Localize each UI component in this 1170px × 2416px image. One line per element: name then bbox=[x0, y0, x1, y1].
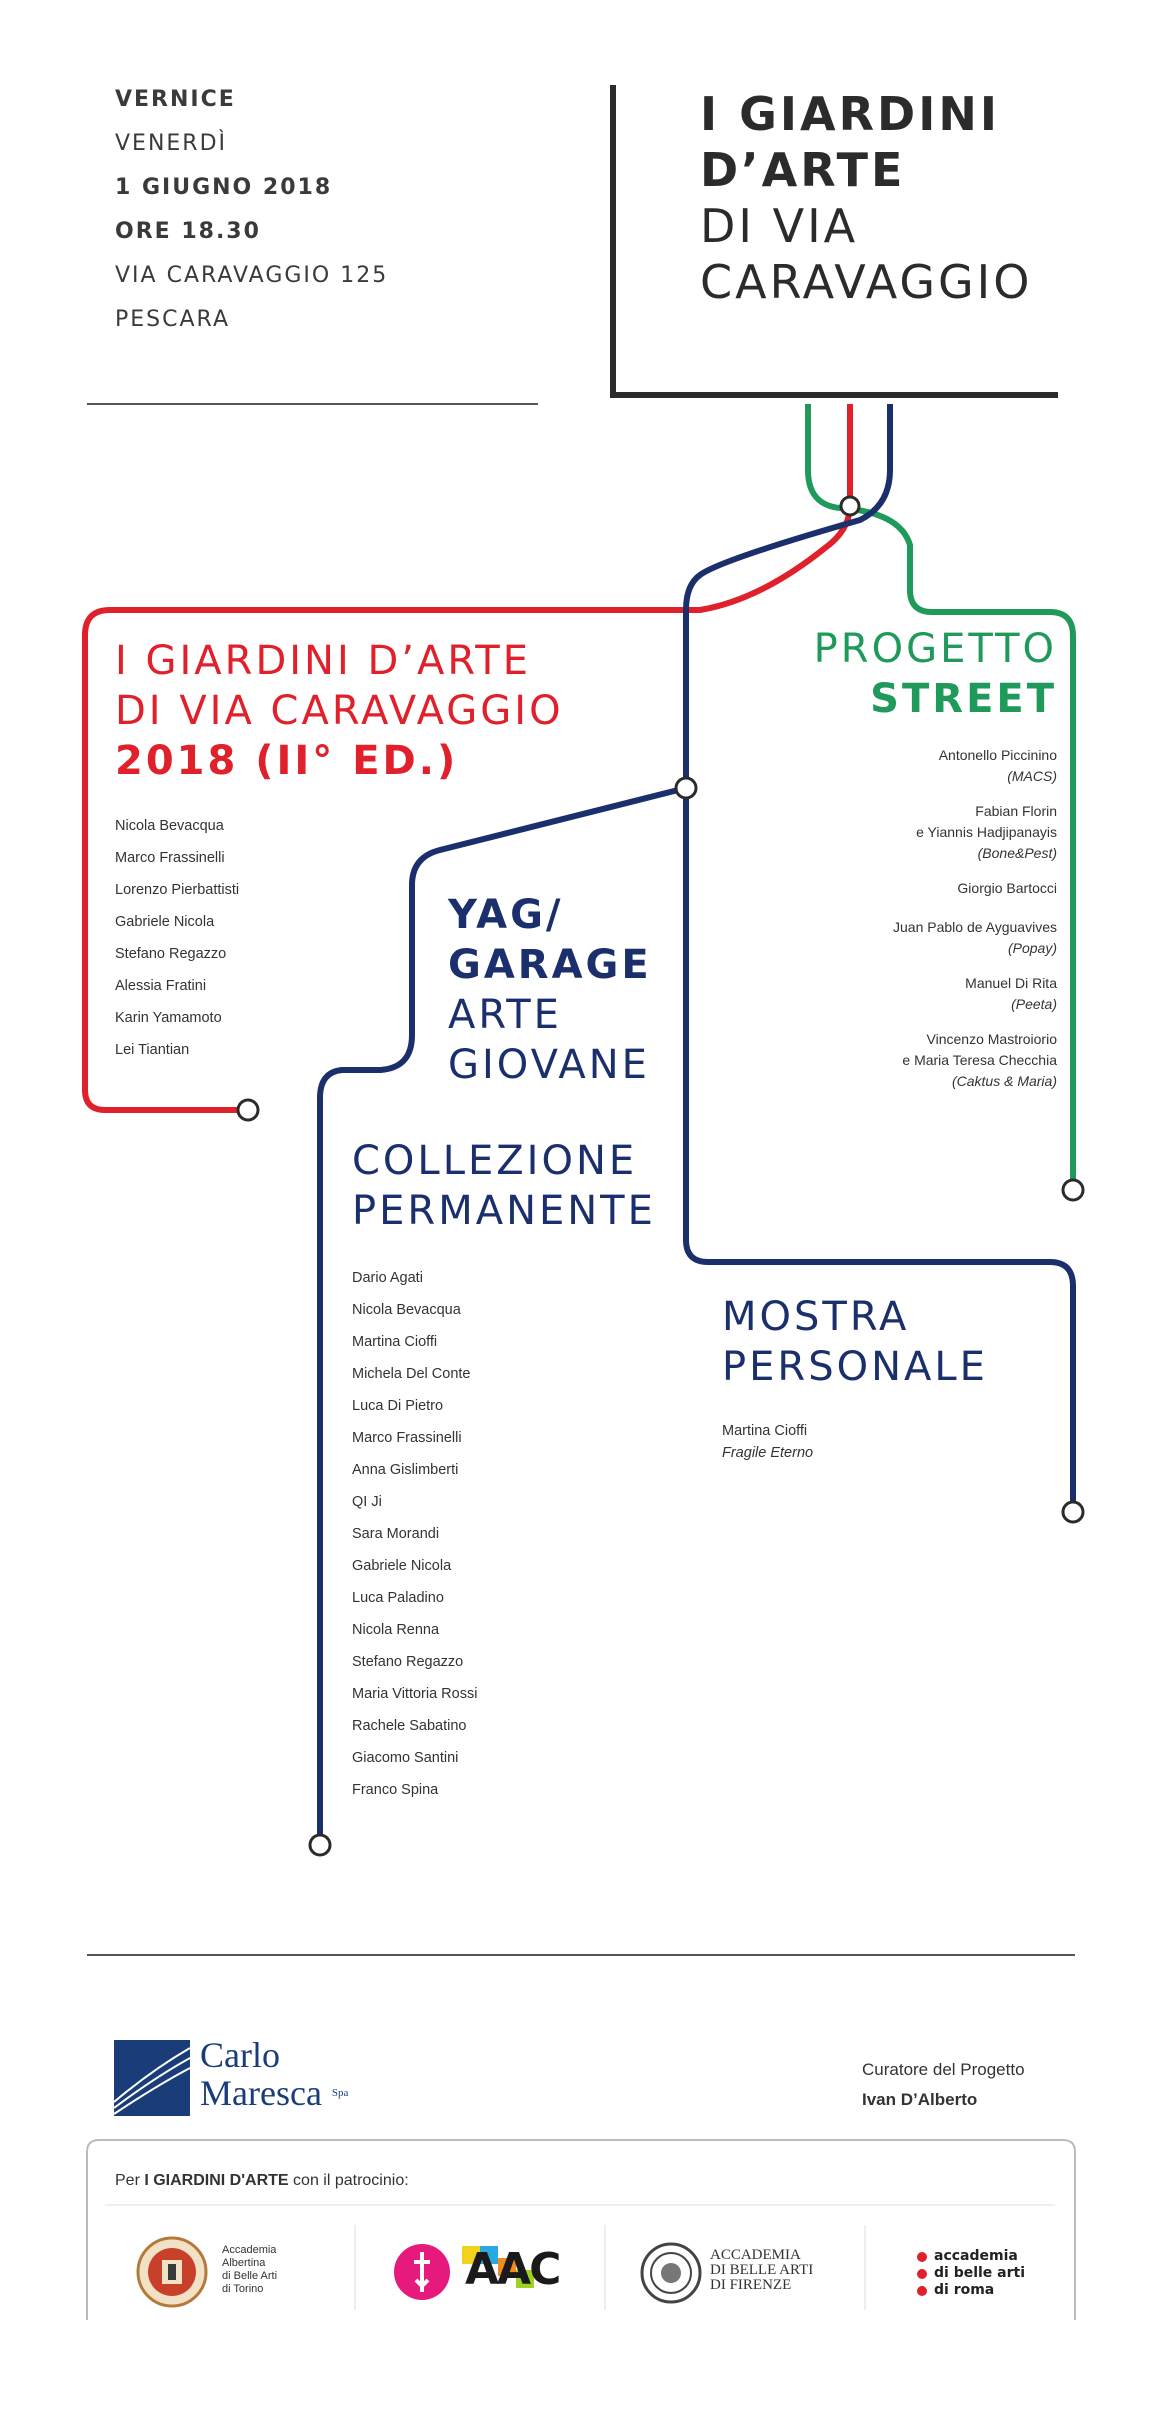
curator-name: Ivan D’Alberto bbox=[862, 2090, 978, 2109]
terminus-red bbox=[238, 1100, 258, 1120]
red-heading-line-1: I GIARDINI D’ARTE bbox=[115, 638, 531, 684]
title-line-2: D’ARTE bbox=[700, 143, 906, 197]
list-item: Rachele Sabatino bbox=[352, 1718, 467, 1734]
list-item: Vincenzo Mastroiorio e Maria Teresa Checchia (Caktus & Maria) bbox=[902, 1031, 1057, 1089]
list-item: Marco Frassinelli bbox=[115, 850, 225, 866]
green-heading-line-2: STREET bbox=[870, 676, 1057, 722]
street-artist-list bbox=[893, 745, 1057, 1092]
patronage-text: Per I GIARDINI D'ARTE con il patrocinio: bbox=[115, 2172, 409, 2189]
event-time: ORE 18.30 bbox=[115, 219, 261, 244]
list-item: Gabriele Nicola bbox=[115, 914, 215, 930]
section-mostra-heading bbox=[722, 1292, 988, 1392]
list-item: Luca Di Pietro bbox=[352, 1398, 444, 1414]
title-line-3: DI VIA bbox=[700, 199, 859, 253]
terminus-collezione bbox=[310, 1835, 330, 1855]
list-item: QI Ji bbox=[352, 1494, 382, 1510]
list-item: Lorenzo Pierbattisti bbox=[115, 882, 240, 898]
list-item: Stefano Regazzo bbox=[115, 946, 227, 962]
poster-title bbox=[700, 86, 1032, 310]
red-heading-line-2: DI VIA CARAVAGGIO bbox=[115, 688, 564, 734]
event-label: VERNICE bbox=[115, 87, 236, 112]
list-item: Alessia Fratini bbox=[115, 978, 207, 994]
green-heading-line-1: PROGETTO bbox=[813, 626, 1057, 672]
event-day: VENERDÌ bbox=[115, 131, 228, 156]
red-artist-list bbox=[115, 810, 239, 1066]
aac-logo-text: AAC bbox=[465, 2244, 560, 2295]
title-line-1: I GIARDINI bbox=[700, 87, 1000, 141]
event-info bbox=[115, 78, 388, 342]
mostra-artist: Martina Cioffi bbox=[722, 1423, 808, 1439]
sponsor-suffix: Spa bbox=[331, 2087, 349, 2099]
mostra-work: Fragile Eterno bbox=[722, 1445, 814, 1461]
station-junction bbox=[841, 497, 859, 515]
red-heading-line-3: 2018 (II° ED.) bbox=[115, 738, 459, 784]
event-date: 1 GIUGNO 2018 bbox=[115, 175, 333, 200]
collezione-artist-list bbox=[352, 1262, 477, 1806]
list-item: Antonello Piccinino (MACS) bbox=[938, 747, 1057, 784]
list-item: Sara Morandi bbox=[352, 1526, 440, 1542]
list-item: Giorgio Bartocci bbox=[957, 880, 1057, 896]
sponsor-name bbox=[200, 2036, 348, 2112]
list-item: Giacomo Santini bbox=[352, 1750, 459, 1766]
accademia-firenze-label: ACCADEMIA DI BELLE ARTI DI FIRENZE bbox=[710, 2247, 814, 2293]
list-item: Franco Spina bbox=[352, 1782, 439, 1798]
yag-heading-line-3: ARTE bbox=[448, 992, 562, 1038]
list-item: Maria Vittoria Rossi bbox=[352, 1686, 478, 1702]
collezione-heading-line-1: COLLEZIONE bbox=[352, 1138, 638, 1184]
list-item: Stefano Regazzo bbox=[352, 1654, 464, 1670]
section-giardini-heading bbox=[115, 636, 564, 786]
title-line-4: CARAVAGGIO bbox=[700, 255, 1033, 309]
sponsor-line-1: Carlo bbox=[200, 2035, 280, 2075]
section-collezione-heading bbox=[352, 1136, 656, 1236]
accademia-albertina-label: Accademia Albertina di Belle Arti di Torino bbox=[222, 2244, 278, 2295]
terminus-green bbox=[1063, 1180, 1083, 1200]
list-item: Juan Pablo de Ayguavives (Popay) bbox=[893, 919, 1057, 956]
station-branch bbox=[676, 778, 696, 798]
list-item: Dario Agati bbox=[352, 1270, 423, 1286]
list-item: Karin Yamamoto bbox=[115, 1010, 222, 1026]
list-item: Fabian Florin e Yiannis Hadjipanayis (Bone&Pest) bbox=[916, 803, 1057, 861]
yag-heading-line-4: GIOVANE bbox=[448, 1042, 650, 1088]
list-item: Luca Paladino bbox=[352, 1590, 444, 1606]
event-address: VIA CARAVAGGIO 125 bbox=[115, 263, 389, 288]
mostra-heading-line-1: MOSTRA bbox=[722, 1294, 910, 1340]
yag-heading-line-2: GARAGE bbox=[448, 942, 652, 988]
list-item: Marco Frassinelli bbox=[352, 1430, 462, 1446]
accademia-roma-label: accademia di belle arti di roma bbox=[934, 2248, 1026, 2298]
mostra-details bbox=[722, 1420, 813, 1464]
list-item: Nicola Bevacqua bbox=[115, 818, 224, 834]
curator-label: Curatore del Progetto bbox=[862, 2060, 1025, 2079]
carlo-maresca-logo bbox=[114, 2040, 190, 2116]
list-item: Gabriele Nicola bbox=[352, 1558, 452, 1574]
terminus-mostra bbox=[1063, 1502, 1083, 1522]
list-item: Nicola Renna bbox=[352, 1622, 440, 1638]
list-item: Manuel Di Rita (Peeta) bbox=[965, 975, 1057, 1012]
sponsor-line-2: Maresca $^{Spa}$ bbox=[200, 2073, 349, 2113]
accademia-firenze-seal-icon bbox=[640, 2242, 702, 2304]
accademia-albertina-seal-icon bbox=[136, 2236, 208, 2308]
list-item: Anna Gislimberti bbox=[352, 1462, 459, 1478]
list-item: Lei Tiantian bbox=[115, 1042, 190, 1058]
list-item: Martina Cioffi bbox=[352, 1334, 438, 1350]
list-item: Nicola Bevacqua bbox=[352, 1302, 461, 1318]
event-city: PESCARA bbox=[115, 307, 230, 332]
collezione-heading-line-2: PERMANENTE bbox=[352, 1188, 656, 1234]
list-item: Michela Del Conte bbox=[352, 1366, 471, 1382]
accademia-roma-dots-icon bbox=[915, 2250, 929, 2298]
mostra-heading-line-2: PERSONALE bbox=[722, 1344, 988, 1390]
section-yag-heading bbox=[448, 890, 652, 1090]
yag-heading-line-1: YAG/ bbox=[448, 892, 564, 938]
section-street-heading bbox=[814, 624, 1057, 724]
